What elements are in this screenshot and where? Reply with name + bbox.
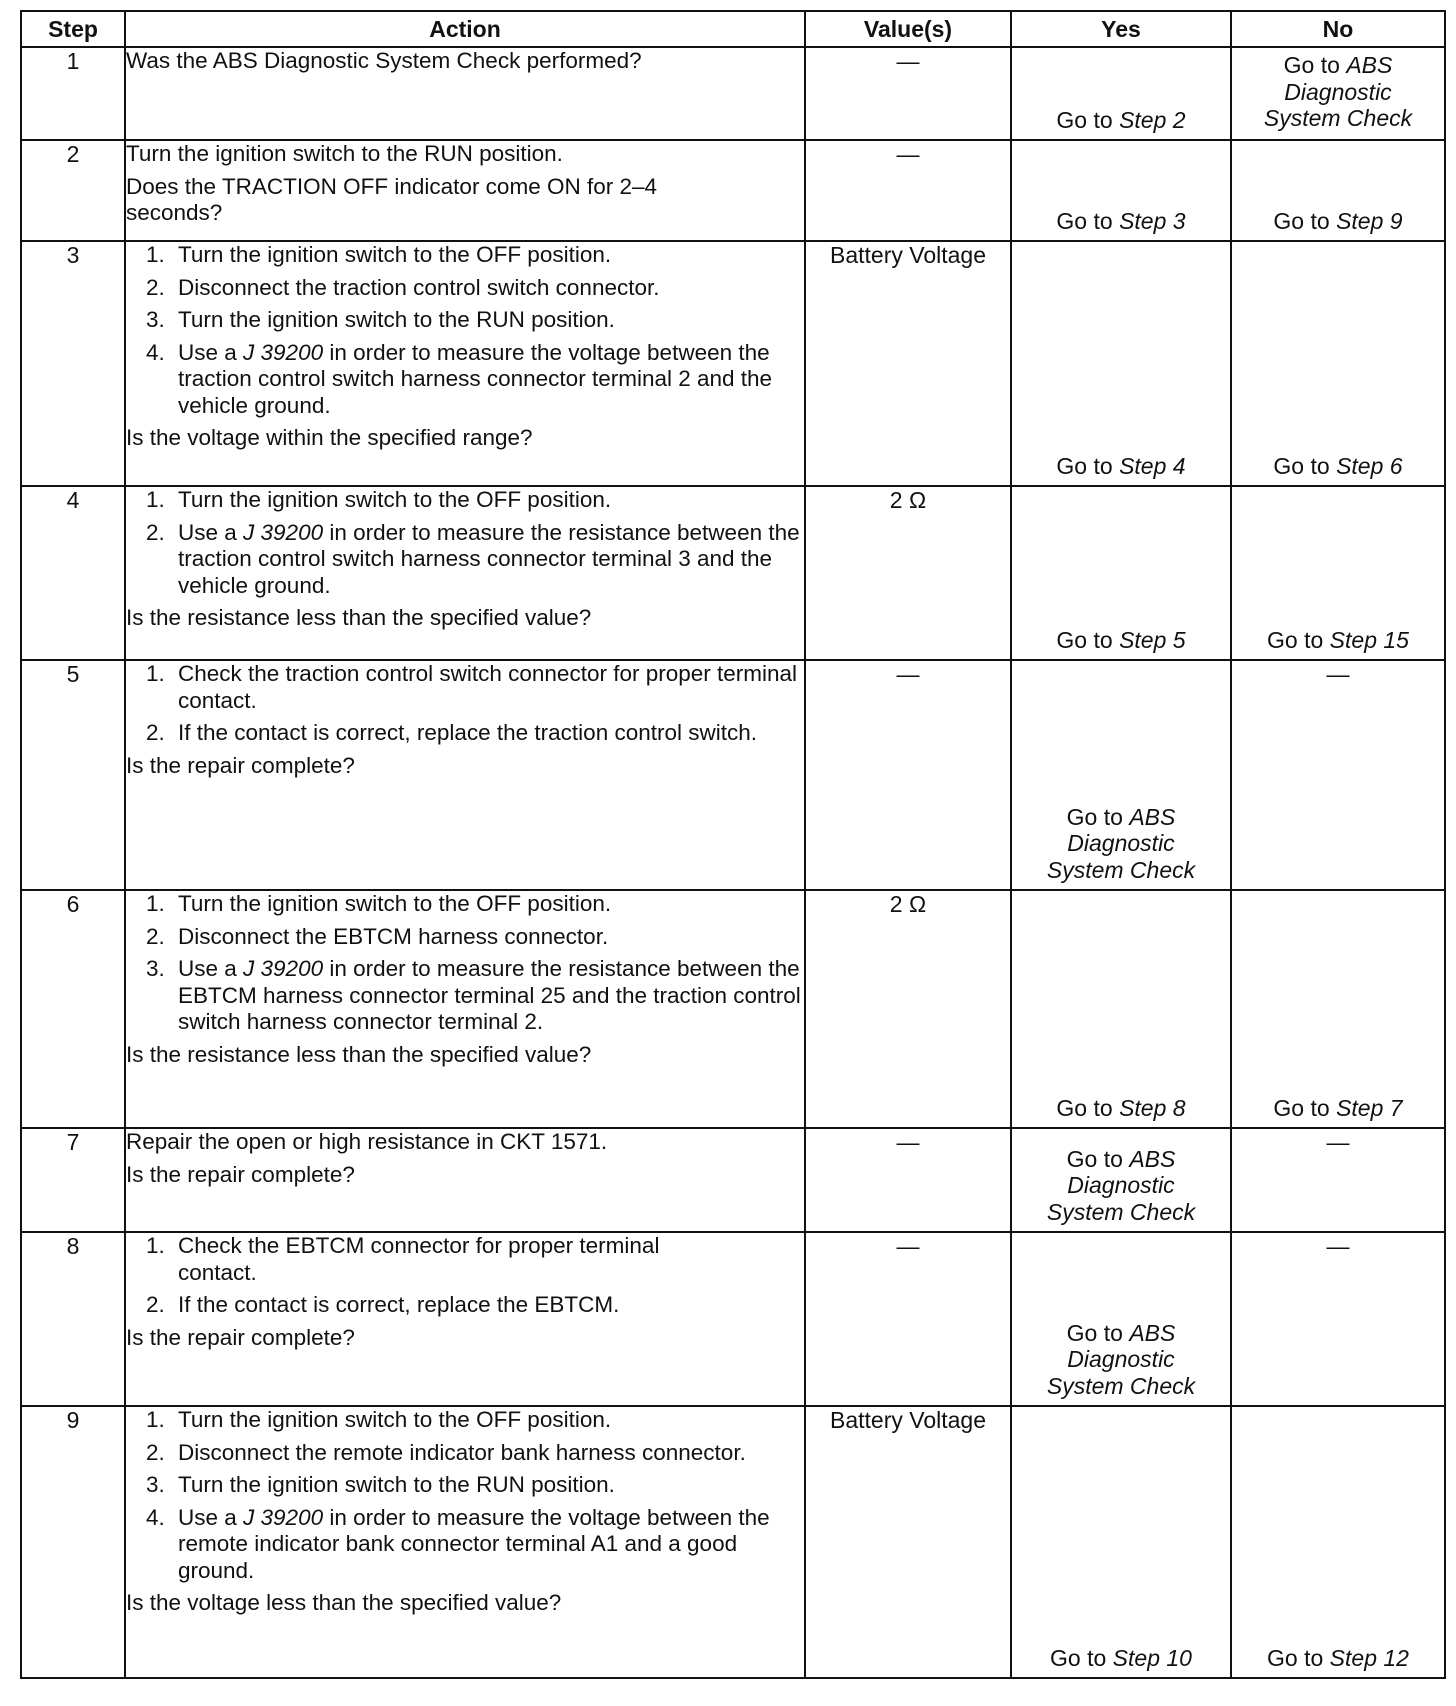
action-cell bbox=[125, 1406, 805, 1678]
step-number: 3 bbox=[21, 241, 125, 486]
action-question: Is the repair complete? bbox=[126, 1324, 355, 1350]
diagnostic-table bbox=[20, 10, 1446, 1679]
value-cell: — bbox=[805, 1232, 1011, 1406]
action-question: Does the TRACTION OFF indicator come ON for 2–4 seconds? bbox=[126, 173, 658, 225]
list-item: 3. Use a J 39200 in order to measure the resistance between the EBTCM harness connector terminal 25 and the traction control switch harness connector terminal 2. bbox=[146, 956, 801, 1034]
yes-result: Go to Step 8 bbox=[1056, 1094, 1186, 1121]
yes-cell bbox=[1011, 1406, 1231, 1678]
list-item: 1. Turn the ignition switch to the OFF position. bbox=[146, 891, 612, 916]
action-question: Is the repair complete? bbox=[126, 752, 355, 778]
value-cell: — bbox=[805, 1128, 1011, 1232]
list-item: 2. Disconnect the EBTCM harness connector. bbox=[146, 923, 609, 949]
no-cell bbox=[1231, 241, 1445, 486]
list-item: 1. Check the EBTCM connector for proper terminal contact. bbox=[146, 1233, 660, 1285]
no-cell bbox=[1231, 140, 1445, 241]
list-item: 2. If the contact is correct, replace the EBTCM. bbox=[146, 1292, 620, 1317]
no-cell: — bbox=[1231, 660, 1445, 890]
list-item: 2. Use a J 39200 in order to measure the resistance between the traction control switch harness connector terminal 3 and the vehicle ground. bbox=[146, 519, 800, 598]
value-cell: Battery Voltage bbox=[805, 241, 1011, 486]
action-cell bbox=[125, 1232, 805, 1406]
value-cell: 2 Ω bbox=[805, 486, 1011, 660]
action-cell bbox=[125, 47, 805, 140]
action-line: Turn the ignition switch to the RUN position. bbox=[126, 141, 563, 166]
no-cell bbox=[1231, 486, 1445, 660]
table-row bbox=[21, 241, 1445, 486]
table-row bbox=[21, 486, 1445, 660]
list-item: 3. Turn the ignition switch to the RUN position. bbox=[146, 1472, 615, 1497]
action-question: Is the repair complete? bbox=[126, 1161, 355, 1187]
value-cell: Battery Voltage bbox=[805, 1406, 1011, 1678]
value-cell: 2 Ω bbox=[805, 890, 1011, 1128]
step-number: 4 bbox=[21, 486, 125, 660]
step-number: 7 bbox=[21, 1128, 125, 1232]
yes-cell bbox=[1011, 1232, 1231, 1406]
yes-cell bbox=[1011, 660, 1231, 890]
table-row bbox=[21, 1128, 1445, 1232]
yes-result: Go to Step 2 bbox=[1056, 106, 1186, 133]
header-row bbox=[21, 11, 1445, 47]
header-step: Step bbox=[21, 11, 125, 47]
procedure-list bbox=[126, 487, 804, 599]
step-number: 2 bbox=[21, 140, 125, 241]
yes-cell bbox=[1011, 140, 1231, 241]
value-cell: — bbox=[805, 47, 1011, 140]
step-number: 9 bbox=[21, 1406, 125, 1678]
action-cell bbox=[125, 890, 805, 1128]
yes-result: Go to ABS Diagnostic System Check bbox=[1046, 1145, 1196, 1225]
yes-result: Go to ABS Diagnostic System Check bbox=[1046, 803, 1196, 883]
no-cell: — bbox=[1231, 1232, 1445, 1406]
no-result: Go to Step 6 bbox=[1273, 452, 1403, 479]
list-item: 2. Disconnect the traction control switch connector. bbox=[146, 274, 660, 300]
yes-result: Go to Step 10 bbox=[1050, 1644, 1192, 1671]
table-row bbox=[21, 660, 1445, 890]
procedure-list bbox=[126, 242, 804, 419]
action-question: Is the voltage within the specified range? bbox=[126, 425, 533, 450]
yes-cell bbox=[1011, 47, 1231, 140]
action-question: Was the ABS Diagnostic System Check performed? bbox=[126, 48, 642, 73]
header-values: Value(s) bbox=[805, 11, 1011, 47]
action-question: Is the voltage less than the specified value? bbox=[126, 1590, 562, 1615]
action-cell bbox=[125, 140, 805, 241]
procedure-list bbox=[126, 661, 804, 747]
step-number: 6 bbox=[21, 890, 125, 1128]
value-cell: — bbox=[805, 140, 1011, 241]
no-result: Go to Step 15 bbox=[1267, 626, 1409, 653]
no-cell bbox=[1231, 47, 1445, 140]
no-cell bbox=[1231, 890, 1445, 1128]
list-item: 1. Turn the ignition switch to the OFF position. bbox=[146, 1407, 612, 1432]
step-number: 5 bbox=[21, 660, 125, 890]
step-number: 8 bbox=[21, 1232, 125, 1406]
table-row bbox=[21, 1406, 1445, 1678]
list-item: 1. Turn the ignition switch to the OFF position. bbox=[146, 242, 612, 267]
action-cell bbox=[125, 660, 805, 890]
action-line: Repair the open or high resistance in CKT 1571. bbox=[126, 1129, 608, 1154]
list-item: 3. Turn the ignition switch to the RUN position. bbox=[146, 307, 615, 332]
list-item: 1. Check the traction control switch connector for proper terminal contact. bbox=[146, 661, 798, 713]
yes-cell bbox=[1011, 241, 1231, 486]
list-item: 2. If the contact is correct, replace the traction control switch. bbox=[146, 720, 758, 745]
value-cell: — bbox=[805, 660, 1011, 890]
yes-cell bbox=[1011, 890, 1231, 1128]
step-number: 1 bbox=[21, 47, 125, 140]
no-result: Go to ABS Diagnostic System Check bbox=[1263, 52, 1413, 131]
yes-cell bbox=[1011, 486, 1231, 660]
yes-result: Go to Step 5 bbox=[1056, 626, 1186, 653]
action-cell bbox=[125, 1128, 805, 1232]
header-no: No bbox=[1231, 11, 1445, 47]
procedure-list bbox=[126, 891, 804, 1036]
table-row bbox=[21, 47, 1445, 140]
list-item: 2. Disconnect the remote indicator bank harness connector. bbox=[146, 1439, 746, 1465]
list-item: 4. Use a J 39200 in order to measure the voltage between the traction control switch harness connector terminal 2 and the vehicle ground. bbox=[146, 339, 773, 418]
no-result: Go to Step 12 bbox=[1267, 1644, 1409, 1671]
no-result: Go to Step 7 bbox=[1273, 1094, 1403, 1121]
action-question: Is the resistance less than the specified value? bbox=[126, 605, 592, 630]
no-cell bbox=[1231, 1406, 1445, 1678]
list-item: 1. Turn the ignition switch to the OFF position. bbox=[146, 487, 612, 512]
table-row bbox=[21, 1232, 1445, 1406]
action-cell bbox=[125, 486, 805, 660]
no-cell: — bbox=[1231, 1128, 1445, 1232]
header-yes: Yes bbox=[1011, 11, 1231, 47]
yes-cell bbox=[1011, 1128, 1231, 1232]
yes-result: Go to ABS Diagnostic System Check bbox=[1046, 1319, 1196, 1399]
yes-result: Go to Step 4 bbox=[1056, 452, 1186, 479]
action-question: Is the resistance less than the specified value? bbox=[126, 1041, 592, 1067]
procedure-list bbox=[126, 1233, 804, 1319]
table-row bbox=[21, 140, 1445, 241]
yes-result: Go to Step 3 bbox=[1056, 207, 1186, 234]
procedure-list bbox=[126, 1407, 804, 1584]
table-row bbox=[21, 890, 1445, 1128]
no-result: Go to Step 9 bbox=[1273, 207, 1403, 234]
header-action: Action bbox=[125, 11, 805, 47]
action-cell bbox=[125, 241, 805, 486]
list-item: 4. Use a J 39200 in order to measure the voltage between the remote indicator bank connector terminal A1 and a good ground. bbox=[146, 1504, 770, 1583]
